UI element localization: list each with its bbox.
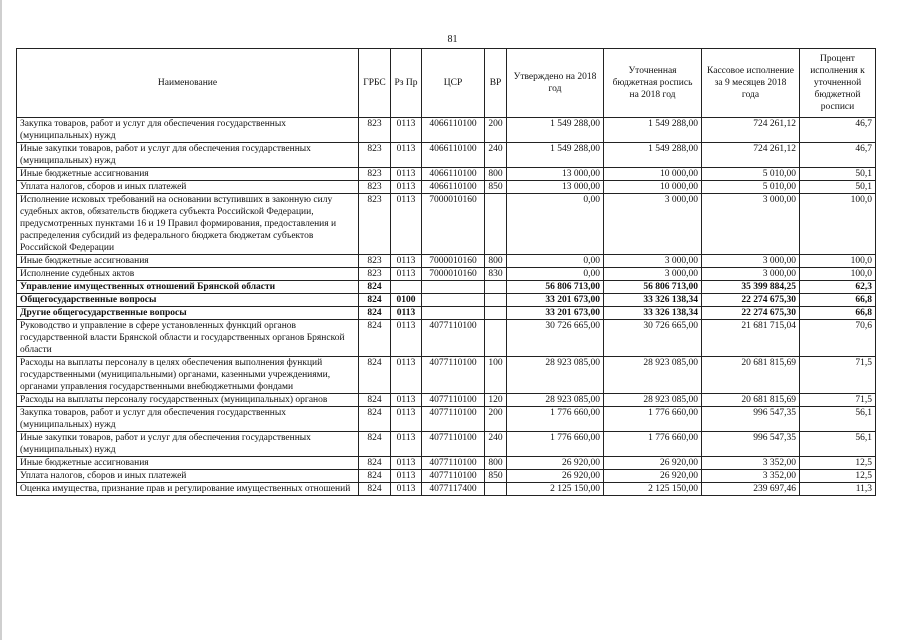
cell-grbs: 824 [359, 432, 391, 457]
cell-csr: 7000010160 [422, 255, 485, 268]
cell-csr [422, 281, 485, 294]
cell-name: Иные бюджетные ассигнования [17, 168, 359, 181]
table-row [17, 181, 876, 194]
cell-percent: 100,0 [800, 255, 876, 268]
cell-csr: 4066110100 [422, 181, 485, 194]
cell-rz-pr: 0113 [391, 255, 422, 268]
table-row [17, 255, 876, 268]
header-grbs: ГРБС [359, 49, 391, 118]
cell-rz-pr: 0113 [391, 181, 422, 194]
cell-csr: 4077110100 [422, 470, 485, 483]
cell-rz-pr: 0113 [391, 307, 422, 320]
cell-percent: 50,1 [800, 168, 876, 181]
cell-approved: 13 000,00 [507, 181, 604, 194]
cell-csr: 4077110100 [422, 357, 485, 394]
cell-vr: 850 [485, 470, 507, 483]
cell-csr [422, 294, 485, 307]
cell-cash: 20 681 815,69 [702, 394, 800, 407]
table-row [17, 357, 876, 394]
header-csr: ЦСР [422, 49, 485, 118]
cell-percent: 71,5 [800, 357, 876, 394]
cell-percent: 12,5 [800, 470, 876, 483]
cell-rz-pr: 0113 [391, 357, 422, 394]
cell-rz-pr: 0113 [391, 118, 422, 143]
header-refined: Уточненная бюджетная роспись на 2018 год [604, 49, 702, 118]
cell-name: Исполнение исковых требований на основании вступивших в законную силу судебных актов, обязательств бюджета субъекта Российской Федерации, предусмотренных пунктами 16 и 19 Правил формирования, предоставления и распределения субсидий из федерального бюджета бюджетам субъектов Российской Федерации [17, 194, 359, 255]
header-approved: Утверждено на 2018 год [507, 49, 604, 118]
cell-approved: 28 923 085,00 [507, 357, 604, 394]
cell-refined: 26 920,00 [604, 470, 702, 483]
header-vr: ВР [485, 49, 507, 118]
cell-vr: 200 [485, 407, 507, 432]
cell-approved: 26 920,00 [507, 457, 604, 470]
cell-grbs: 824 [359, 457, 391, 470]
header-rz-pr: Рз Пр [391, 49, 422, 118]
cell-csr: 4077110100 [422, 320, 485, 357]
header-percent: Процент исполнения к уточненной бюджетной росписи [800, 49, 876, 118]
cell-grbs: 823 [359, 255, 391, 268]
cell-cash: 35 399 884,25 [702, 281, 800, 294]
cell-vr: 850 [485, 181, 507, 194]
cell-grbs: 824 [359, 320, 391, 357]
cell-grbs: 823 [359, 168, 391, 181]
cell-refined: 28 923 085,00 [604, 394, 702, 407]
cell-percent: 70,6 [800, 320, 876, 357]
table-row [17, 143, 876, 168]
cell-refined: 28 923 085,00 [604, 357, 702, 394]
cell-vr: 200 [485, 118, 507, 143]
cell-refined: 33 326 138,34 [604, 294, 702, 307]
table-header-row [17, 49, 876, 118]
cell-approved: 56 806 713,00 [507, 281, 604, 294]
cell-cash: 3 352,00 [702, 457, 800, 470]
cell-cash: 724 261,12 [702, 118, 800, 143]
cell-cash: 21 681 715,04 [702, 320, 800, 357]
cell-csr: 4077110100 [422, 457, 485, 470]
cell-approved: 0,00 [507, 268, 604, 281]
cell-vr [485, 194, 507, 255]
cell-vr [485, 281, 507, 294]
cell-csr: 4066110100 [422, 143, 485, 168]
cell-csr: 7000010160 [422, 194, 485, 255]
cell-vr: 800 [485, 168, 507, 181]
cell-cash: 996 547,35 [702, 432, 800, 457]
cell-grbs: 823 [359, 181, 391, 194]
cell-percent: 71,5 [800, 394, 876, 407]
cell-csr: 4077110100 [422, 407, 485, 432]
cell-cash: 3 000,00 [702, 268, 800, 281]
cell-percent: 56,1 [800, 407, 876, 432]
cell-approved: 28 923 085,00 [507, 394, 604, 407]
cell-refined: 26 920,00 [604, 457, 702, 470]
cell-name: Иные закупки товаров, работ и услуг для обеспечения государственных (муниципальных) нужд [17, 143, 359, 168]
cell-vr: 240 [485, 432, 507, 457]
cell-grbs: 824 [359, 483, 391, 496]
cell-percent: 56,1 [800, 432, 876, 457]
cell-name: Другие общегосударственные вопросы [17, 307, 359, 320]
cell-vr: 830 [485, 268, 507, 281]
cell-vr [485, 294, 507, 307]
cell-rz-pr [391, 281, 422, 294]
cell-percent: 11,3 [800, 483, 876, 496]
table-row [17, 281, 876, 294]
cell-vr: 800 [485, 255, 507, 268]
table-row [17, 470, 876, 483]
cell-cash: 5 010,00 [702, 168, 800, 181]
cell-grbs: 823 [359, 143, 391, 168]
cell-grbs: 824 [359, 294, 391, 307]
cell-percent: 62,3 [800, 281, 876, 294]
cell-csr: 4077117400 [422, 483, 485, 496]
cell-grbs: 823 [359, 118, 391, 143]
cell-csr: 4066110100 [422, 118, 485, 143]
cell-vr: 240 [485, 143, 507, 168]
cell-vr: 800 [485, 457, 507, 470]
cell-approved: 26 920,00 [507, 470, 604, 483]
cell-cash: 20 681 815,69 [702, 357, 800, 394]
cell-name: Управление имущественных отношений Брянской области [17, 281, 359, 294]
cell-rz-pr: 0113 [391, 432, 422, 457]
cell-rz-pr: 0113 [391, 168, 422, 181]
table-row [17, 307, 876, 320]
cell-rz-pr: 0113 [391, 483, 422, 496]
table-row [17, 483, 876, 496]
table-row [17, 118, 876, 143]
table-row [17, 320, 876, 357]
cell-approved: 1 549 288,00 [507, 118, 604, 143]
cell-name: Закупка товаров, работ и услуг для обеспечения государственных (муниципальных) нужд [17, 118, 359, 143]
cell-name: Оценка имущества, признание прав и регулирование имущественных отношений [17, 483, 359, 496]
cell-approved: 0,00 [507, 194, 604, 255]
cell-rz-pr: 0113 [391, 470, 422, 483]
cell-approved: 1 776 660,00 [507, 432, 604, 457]
cell-approved: 1 776 660,00 [507, 407, 604, 432]
cell-name: Уплата налогов, сборов и иных платежей [17, 470, 359, 483]
cell-percent: 12,5 [800, 457, 876, 470]
cell-refined: 10 000,00 [604, 168, 702, 181]
cell-cash: 3 352,00 [702, 470, 800, 483]
cell-name: Общегосударственные вопросы [17, 294, 359, 307]
cell-rz-pr: 0113 [391, 320, 422, 357]
cell-refined: 30 726 665,00 [604, 320, 702, 357]
cell-percent: 100,0 [800, 194, 876, 255]
cell-approved: 0,00 [507, 255, 604, 268]
cell-percent: 46,7 [800, 143, 876, 168]
table-row [17, 394, 876, 407]
cell-rz-pr: 0113 [391, 394, 422, 407]
cell-vr: 100 [485, 357, 507, 394]
cell-vr: 120 [485, 394, 507, 407]
cell-refined: 56 806 713,00 [604, 281, 702, 294]
table-row [17, 407, 876, 432]
cell-vr [485, 307, 507, 320]
cell-name: Закупка товаров, работ и услуг для обеспечения государственных (муниципальных) нужд [17, 407, 359, 432]
cell-grbs: 824 [359, 394, 391, 407]
cell-name: Иные бюджетные ассигнования [17, 255, 359, 268]
table-row [17, 194, 876, 255]
cell-refined: 1 776 660,00 [604, 407, 702, 432]
cell-refined: 3 000,00 [604, 194, 702, 255]
cell-percent: 66,8 [800, 307, 876, 320]
table-row [17, 168, 876, 181]
cell-grbs: 824 [359, 407, 391, 432]
cell-percent: 66,8 [800, 294, 876, 307]
cell-rz-pr: 0113 [391, 194, 422, 255]
cell-name: Расходы на выплаты персоналу в целях обеспечения выполнения функций государственными (муниципальными) органами, казенными учреждениями, органами управления государственными внебюджетными фондами [17, 357, 359, 394]
cell-grbs: 823 [359, 268, 391, 281]
cell-refined: 10 000,00 [604, 181, 702, 194]
header-cash: Кассовое исполнение за 9 месяцев 2018 года [702, 49, 800, 118]
cell-rz-pr: 0113 [391, 457, 422, 470]
cell-refined: 33 326 138,34 [604, 307, 702, 320]
cell-grbs: 823 [359, 194, 391, 255]
cell-cash: 3 000,00 [702, 255, 800, 268]
cell-cash: 5 010,00 [702, 181, 800, 194]
cell-approved: 1 549 288,00 [507, 143, 604, 168]
cell-refined: 1 549 288,00 [604, 143, 702, 168]
cell-name: Иные закупки товаров, работ и услуг для обеспечения государственных (муниципальных) нужд [17, 432, 359, 457]
cell-cash: 22 274 675,30 [702, 294, 800, 307]
cell-refined: 1 549 288,00 [604, 118, 702, 143]
cell-approved: 33 201 673,00 [507, 294, 604, 307]
cell-cash: 996 547,35 [702, 407, 800, 432]
cell-grbs: 824 [359, 357, 391, 394]
cell-percent: 50,1 [800, 181, 876, 194]
cell-vr [485, 483, 507, 496]
cell-name: Иные бюджетные ассигнования [17, 457, 359, 470]
cell-cash: 3 000,00 [702, 194, 800, 255]
cell-cash: 724 261,12 [702, 143, 800, 168]
cell-refined: 1 776 660,00 [604, 432, 702, 457]
cell-cash: 22 274 675,30 [702, 307, 800, 320]
cell-rz-pr: 0100 [391, 294, 422, 307]
cell-vr [485, 320, 507, 357]
scan-edge-left [0, 0, 2, 640]
cell-name: Руководство и управление в сфере установленных функций органов государственной власти Брянской области и государственных органов Брянской области [17, 320, 359, 357]
cell-csr: 4077110100 [422, 394, 485, 407]
cell-csr: 4066110100 [422, 168, 485, 181]
cell-cash: 239 697,46 [702, 483, 800, 496]
budget-execution-table [16, 48, 876, 496]
cell-approved: 30 726 665,00 [507, 320, 604, 357]
cell-name: Расходы на выплаты персоналу государственных (муниципальных) органов [17, 394, 359, 407]
table-row [17, 432, 876, 457]
cell-name: Исполнение судебных актов [17, 268, 359, 281]
cell-rz-pr: 0113 [391, 268, 422, 281]
table-row [17, 268, 876, 281]
cell-rz-pr: 0113 [391, 143, 422, 168]
cell-approved: 2 125 150,00 [507, 483, 604, 496]
cell-name: Уплата налогов, сборов и иных платежей [17, 181, 359, 194]
header-name: Наименование [17, 49, 359, 118]
cell-refined: 2 125 150,00 [604, 483, 702, 496]
table-row [17, 457, 876, 470]
cell-csr: 7000010160 [422, 268, 485, 281]
cell-csr [422, 307, 485, 320]
page-number: 81 [447, 34, 458, 45]
cell-grbs: 824 [359, 281, 391, 294]
cell-approved: 33 201 673,00 [507, 307, 604, 320]
cell-percent: 100,0 [800, 268, 876, 281]
table-row [17, 294, 876, 307]
cell-approved: 13 000,00 [507, 168, 604, 181]
cell-refined: 3 000,00 [604, 268, 702, 281]
cell-grbs: 824 [359, 470, 391, 483]
cell-grbs: 824 [359, 307, 391, 320]
cell-csr: 4077110100 [422, 432, 485, 457]
cell-percent: 46,7 [800, 118, 876, 143]
cell-refined: 3 000,00 [604, 255, 702, 268]
cell-rz-pr: 0113 [391, 407, 422, 432]
